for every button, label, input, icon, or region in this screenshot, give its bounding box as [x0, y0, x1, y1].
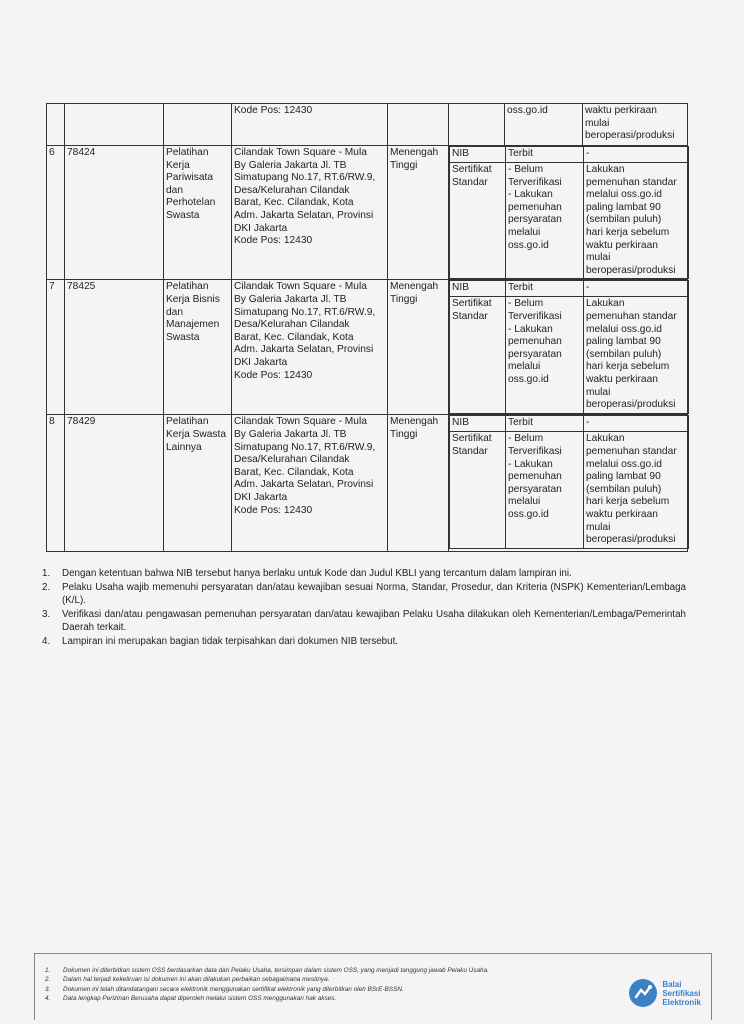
- note-text: Pelaku Usaha wajib memenuhi persyaratan dan/atau kewajiban sesuai Norma, Standar, Prosedur, dan Kriteria (NSPK) Kementerian/Lembaga (K/L).: [62, 582, 686, 606]
- kbli-code: 78424: [65, 146, 164, 280]
- document-status: - Belum Terverifikasi - Lakukan pemenuhan persyaratan melalui oss.go.id: [506, 432, 584, 548]
- footer-note-text: Data lengkap Perizinan Berusaha dapat diperoleh melalui sistem OSS menggunakan hak akses.: [63, 995, 337, 1003]
- footer-notes: [45, 966, 605, 1004]
- list-item: [45, 966, 605, 975]
- note-number: 4.: [42, 636, 51, 648]
- document-note: Lakukan pemenuhan standar melalui oss.go.id paling lambat 90 (sembilan puluh) hari kerja sebelum waktu perkiraan mulai beroperasi/produksi: [584, 297, 689, 413]
- table-row: [47, 146, 688, 280]
- footer-note-number: 4.: [45, 995, 51, 1003]
- bsre-logo-line: Elektronik: [662, 997, 701, 1007]
- document-status: Terbit: [506, 416, 584, 432]
- kbli-code: 78425: [65, 280, 164, 415]
- bsre-logo: [628, 978, 701, 1008]
- footer-note-text: Dokumen ini diterbitkan sistem OSS berdasarkan data dari Pelaku Usaha, tersimpan dalam sistem OSS, yang menjadi tanggung jawab Pelaku Usaha.: [63, 967, 489, 974]
- risk-level: Menengah Tinggi: [388, 146, 449, 280]
- list-item: [42, 636, 686, 648]
- notes-list: [42, 568, 686, 650]
- document-type: NIB: [450, 147, 506, 163]
- risk-level: Menengah Tinggi: [388, 415, 449, 552]
- kbli-code: 78429: [65, 415, 164, 552]
- document-type: Sertifikat Standar: [450, 163, 506, 279]
- footer-note-text: Dalam hal terjadi kekeliruan isi dokumen ini akan dilakukan perbaikan sebagaimana mestinya.: [63, 976, 330, 984]
- document-type: Sertifikat Standar: [450, 297, 506, 413]
- note-text: Dengan ketentuan bahwa NIB tersebut hanya berlaku untuk Kode dan Judul KBLI yang tercantum dalam lampiran ini.: [62, 568, 572, 579]
- list-item: [42, 568, 686, 580]
- list-item: [45, 975, 605, 984]
- document-type: NIB: [450, 416, 506, 432]
- table-row: [47, 415, 688, 552]
- kbli-title: Pelatihan Kerja Swasta Lainnya: [164, 415, 232, 552]
- document-note: -: [584, 147, 689, 163]
- list-item: [45, 994, 605, 1003]
- footer-box: [34, 953, 712, 1020]
- document-note: Lakukan pemenuhan standar melalui oss.go.id paling lambat 90 (sembilan puluh) hari kerja sebelum waktu perkiraan mulai beroperasi/produksi: [584, 432, 689, 548]
- table-row: [47, 280, 688, 415]
- list-item: [42, 582, 686, 607]
- bsre-logo-line: Balai: [662, 979, 682, 989]
- row-number: 6: [47, 146, 65, 280]
- document-status: Terbit: [506, 281, 584, 297]
- document-note: -: [584, 416, 689, 432]
- status-cell: oss.go.id: [505, 104, 583, 146]
- risk-level: Menengah Tinggi: [388, 280, 449, 415]
- document-status: - Belum Terverifikasi - Lakukan pemenuhan persyaratan melalui oss.go.id: [506, 297, 584, 413]
- footer-note-text: Dokumen ini telah ditandatangani secara elektronik menggunakan sertifikat elektronik yang diterbitkan oleh BSrE-BSSN.: [63, 985, 404, 993]
- table-row-continuation: [47, 104, 688, 146]
- kbli-title: Pelatihan Kerja Pariwisata dan Perhotelan Swasta: [164, 146, 232, 280]
- document-status: - Belum Terverifikasi - Lakukan pemenuhan persyaratan melalui oss.go.id: [506, 163, 584, 279]
- note-text: Lampiran ini merupakan bagian tidak terpisahkan dari dokumen NIB tersebut.: [62, 636, 399, 648]
- bsre-emblem-icon: [628, 978, 658, 1008]
- document-status: Terbit: [506, 147, 584, 163]
- document-note: -: [584, 281, 689, 297]
- document-note: Lakukan pemenuhan standar melalui oss.go.id paling lambat 90 (sembilan puluh) hari kerja sebelum waktu perkiraan mulai beroperasi/produksi: [584, 163, 689, 279]
- list-item: [42, 609, 686, 634]
- bsre-logo-line: Sertifikasi: [662, 988, 701, 998]
- footer-note-number: 1.: [45, 967, 51, 974]
- document-type: NIB: [450, 281, 506, 297]
- note-cell: waktu perkiraan mulai beroperasi/produksi: [583, 104, 688, 146]
- bsre-logo-text: [662, 980, 701, 1007]
- footer-note-number: 3.: [45, 985, 51, 993]
- kbli-title: Pelatihan Kerja Bisnis dan Manajemen Swasta: [164, 280, 232, 415]
- address-cell: Cilandak Town Square - Mula By Galeria Jakarta Jl. TB Simatupang No.17, RT.6/RW.9, Desa/Kelurahan Cilandak Barat, Kec. Cilandak, Kota Adm. Jakarta Selatan, Provinsi DKI Jakarta Kode Pos: 12430: [232, 280, 388, 415]
- note-number: 2.: [42, 582, 51, 594]
- note-number: 1.: [42, 568, 51, 579]
- kbli-table: [46, 103, 688, 552]
- footer-note-number: 2.: [45, 976, 51, 984]
- row-number: 7: [47, 280, 65, 415]
- address-cell: Cilandak Town Square - Mula By Galeria Jakarta Jl. TB Simatupang No.17, RT.6/RW.9, Desa/Kelurahan Cilandak Barat, Kec. Cilandak, Kota Adm. Jakarta Selatan, Provinsi DKI Jakarta Kode Pos: 12430: [232, 146, 388, 280]
- document-type: Sertifikat Standar: [450, 432, 506, 548]
- address-cell: Cilandak Town Square - Mula By Galeria Jakarta Jl. TB Simatupang No.17, RT.6/RW.9, Desa/Kelurahan Cilandak Barat, Kec. Cilandak, Kota Adm. Jakarta Selatan, Provinsi DKI Jakarta Kode Pos: 12430: [232, 415, 388, 552]
- row-number: 8: [47, 415, 65, 552]
- list-item: [45, 985, 605, 994]
- note-number: 3.: [42, 609, 51, 621]
- note-text: Verifikasi dan/atau pengawasan pemenuhan persyaratan dan/atau kewajiban Pelaku Usaha dilakukan oleh Kementerian/Lembaga/Pemerintah Daerah terkait.: [62, 609, 686, 633]
- address-cell: Kode Pos: 12430: [232, 104, 388, 146]
